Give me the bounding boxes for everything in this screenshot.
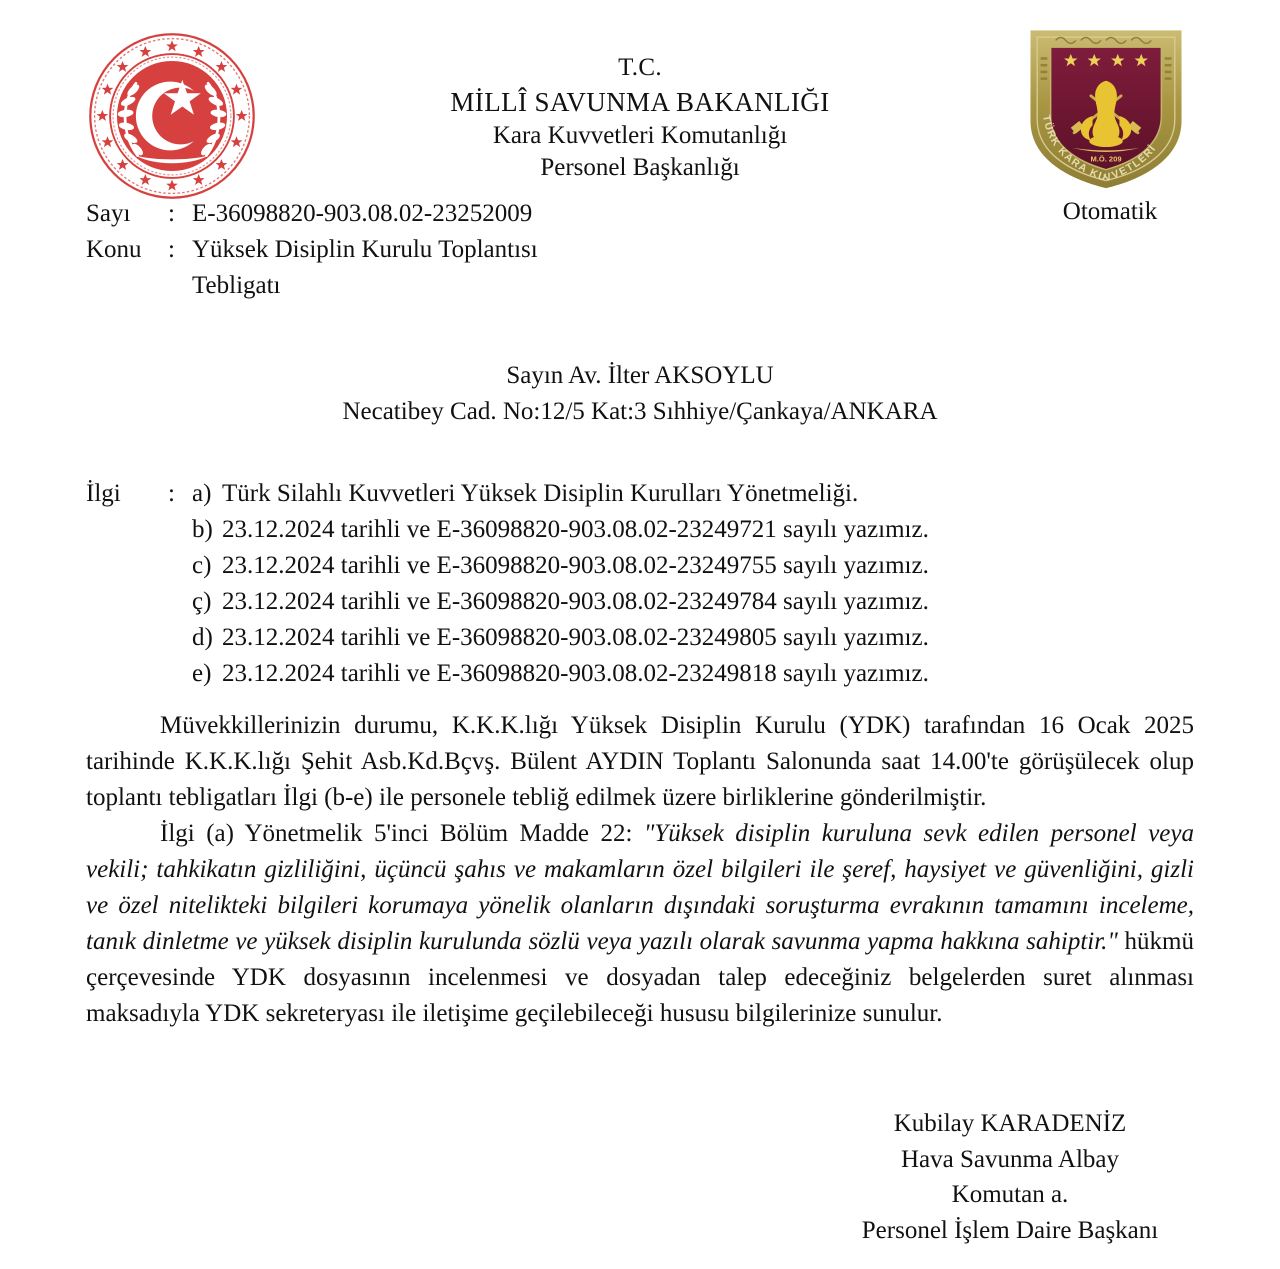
crest-year-text: M.Ö. 209 (1090, 154, 1122, 164)
konu-label: Konu (86, 236, 142, 263)
signer-name: Kubilay KARADENİZ (893, 1110, 1127, 1137)
references-block (86, 476, 1186, 692)
addressee-block (180, 358, 1100, 429)
ilgi-marker: ç) (192, 588, 212, 615)
crest-motto-text: TÜRK KARA KUVVETLERİ (1040, 114, 1159, 185)
ministry-defense-seal-icon (86, 30, 258, 202)
ilgi-marker: d) (192, 624, 213, 651)
konu-colon: : (168, 236, 175, 263)
body-paragraph-2-tail: hükmü çerçevesinde YDK dosyasının incelenmesi ve dosyadan talep edeceğiniz belgelerden suret alınması maksadıyla YDK sekreteryası ile iletişime geçilebileceği hususu bilgilerinize sunulur. (86, 928, 1194, 1027)
ilgi-text: 23.12.2024 tarihli ve E-36098820-903.08.02-23249755 sayılı yazımız. (222, 552, 929, 579)
header-ministry: MİLLÎ SAVUNMA BAKANLIĞI (450, 86, 830, 117)
body-paragraph-2 (86, 816, 1194, 1032)
meta-row-sayi (86, 196, 886, 232)
document-header (300, 52, 980, 185)
header-command: Kara Kuvvetleri Komutanlığı (492, 121, 788, 149)
document-meta (86, 196, 886, 304)
ilgi-colon: : (168, 480, 175, 507)
ilgi-text: 23.12.2024 tarihli ve E-36098820-903.08.02-23249805 sayılı yazımız. (222, 624, 929, 651)
ilgi-marker: e) (192, 660, 212, 687)
list-item (192, 476, 1186, 512)
meta-row-konu (86, 232, 886, 304)
list-item (192, 656, 1186, 692)
body-paragraph-1: Müvekkillerinizin durumu, K.K.K.lığı Yüksek Disiplin Kurulu (YDK) tarafından 16 Ocak 2025 tarihinde K.K.K.lığı Şehit Asb.Kd.Bçvş. Bülent AYDIN Toplantı Salonunda saat 14.00'te görüşülecek olup toplantı tebligatları İlgi (b-e) ile personele tebliğ edilmek üzere birliklerine gönderilmiştir. (86, 712, 1194, 811)
ilgi-text: 23.12.2024 tarihli ve E-36098820-903.08.02-23249818 sayılı yazımız. (222, 660, 929, 687)
ilgi-marker: c) (192, 552, 212, 579)
ilgi-text: 23.12.2024 tarihli ve E-36098820-903.08.02-23249721 sayılı yazımız. (222, 516, 929, 543)
signer-title: Personel İşlem Daire Başkanı (861, 1216, 1159, 1244)
body-paragraph-2-lead: İlgi (a) Yönetmelik 5'inci Bölüm Madde 22: (160, 820, 644, 847)
konu-value-line2: Tebligatı (192, 272, 281, 299)
konu-value (192, 232, 886, 304)
regulation-quote: "Yüksek disiplin kuruluna sevk edilen personel veya vekili; tahkikatın gizliliğini, üçüncü şahıs ve makamların özel bilgileri ile şeref, haysiyet ve güvenliğini, gizli ve özel nitelikteki bilgileri korumaya yönelik olanların dışındaki soruşturma evrakının tamamını inceleme, tanık dinletme ve yüksek disiplin kurulunda sözlü veya yazılı olarak savunma yapma hakkına sahiptir." (86, 820, 1194, 955)
list-item (192, 620, 1186, 656)
signature-block (800, 1106, 1220, 1248)
land-forces-crest-icon (1022, 22, 1190, 194)
document-body (86, 708, 1194, 1032)
ilgi-text: 23.12.2024 tarihli ve E-36098820-903.08.02-23249784 sayılı yazımız. (222, 588, 929, 615)
signer-rank: Hava Savunma Albay (900, 1145, 1119, 1173)
sayi-label: Sayı (86, 200, 131, 227)
ilgi-label: İlgi (86, 480, 121, 507)
header-department: Personel Başkanlığı (540, 154, 740, 182)
addressee-name: Sayın Av. İlter AKSOYLU (506, 362, 774, 389)
list-item (192, 548, 1186, 584)
sayi-colon: : (168, 200, 175, 227)
ilgi-item-list (192, 476, 1186, 692)
konu-value-line1: Yüksek Disiplin Kurulu Toplantısı (192, 236, 538, 263)
header-republic: T.C. (618, 54, 662, 81)
ilgi-text: Türk Silahlı Kuvvetleri Yüksek Disiplin Kurulları Yönetmeliği. (222, 480, 859, 507)
list-item (192, 584, 1186, 620)
ilgi-marker: b) (192, 516, 213, 543)
classification-label: Otomatik (1062, 198, 1158, 225)
sayi-value: E-36098820-903.08.02-23252009 (192, 200, 533, 227)
signer-on-behalf: Komutan a. (951, 1181, 1069, 1208)
addressee-address: Necatibey Cad. No:12/5 Kat:3 Sıhhiye/Çankaya/ANKARA (342, 397, 938, 425)
ilgi-marker: a) (192, 480, 212, 507)
list-item (192, 512, 1186, 548)
